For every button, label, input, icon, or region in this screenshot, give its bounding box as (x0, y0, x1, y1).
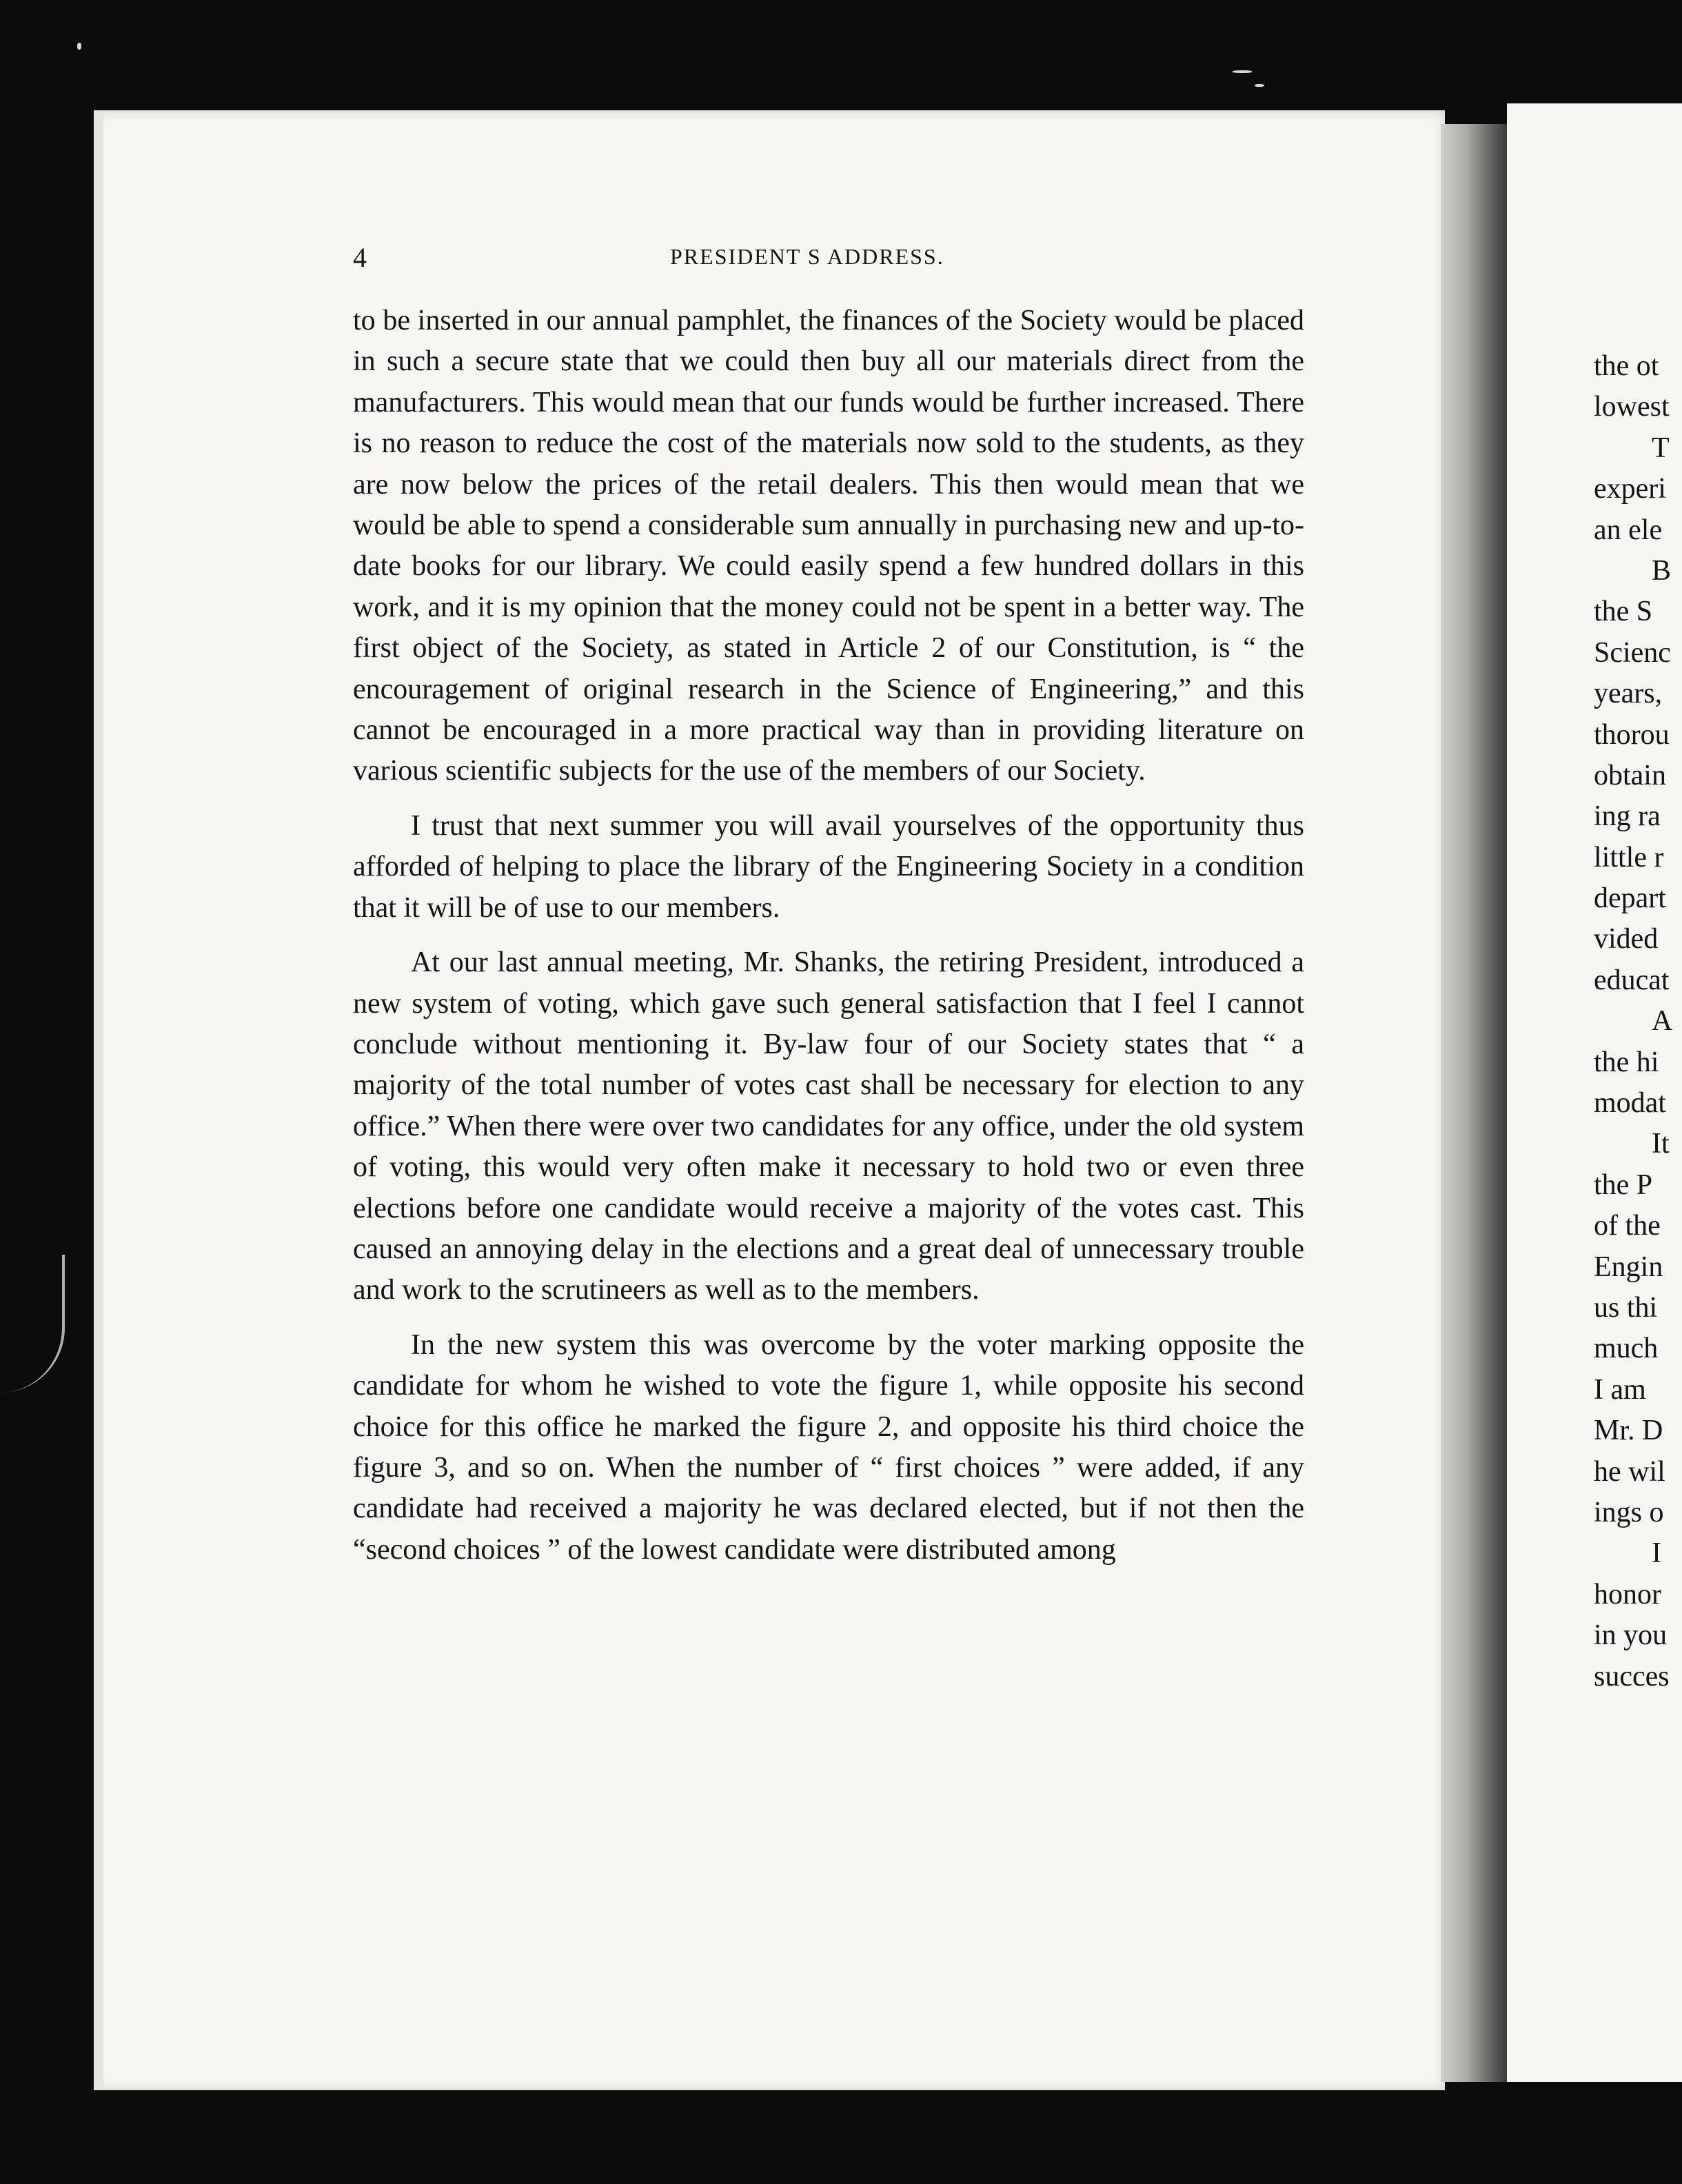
facing-line: vided (1594, 923, 1659, 956)
facing-line: obtain (1594, 759, 1666, 791)
scan-edge-curve (0, 1255, 65, 1393)
page-number: 4 (353, 242, 367, 273)
facing-line: Mr. D (1594, 1415, 1663, 1447)
facing-line: much (1594, 1333, 1659, 1365)
facing-line: little r (1594, 841, 1664, 873)
paragraph: In the new system this was overcome by the voter marking opposite the candidate for whom he wished to vote the figure 1, while opposite his second choice for this office he marked the figure 2, and opposite his third choice the figure 3, and so on. When the number of “ first choices ” were added, if any candidate had received a majority he was declared elected, but if not then the “second choices ” of the lowest candidate were distributed among (353, 1328, 1304, 1566)
facing-line: us thi (1594, 1291, 1658, 1324)
paragraph: to be inserted in our annual pamphlet, the finances of the Society would be placed in such a secure state that we could then buy all our materials direct from the manufacturers. This would mean that our funds would be further increased. There is no reason to reduce the cost of the materials now sold to the students, as they are now below the prices of the retail dealers. This then would mean that we would be able to spend a considerable sum annually in purchasing new and up-to-date books for our library. We could easily spend a few hundred dollars in this work, and it is my opinion that the money could not be spent in a better way. The first object of the Society, as stated in Article 2 of our Constitution, is “ the encouragement of original research in the Science of Engineering,” and this cannot be encouraged in a more practical way than in providing literature on various scientific subjects for the use of the members of our Society. (353, 305, 1304, 787)
facing-line: ings o (1594, 1496, 1664, 1528)
facing-line: experi (1594, 473, 1666, 505)
facing-line: modat (1594, 1087, 1666, 1120)
facing-line: of the (1594, 1210, 1661, 1242)
facing-line: ing ra (1594, 800, 1661, 833)
dust-mark (1255, 84, 1264, 87)
page-body (353, 301, 1304, 1584)
facing-line: A (1652, 1005, 1673, 1038)
facing-line: in you (1594, 1619, 1668, 1652)
facing-line: Engin (1594, 1251, 1663, 1283)
facing-line: T (1652, 432, 1670, 464)
dust-mark (1233, 70, 1252, 73)
facing-line: the ot (1594, 350, 1659, 382)
facing-line: an ele (1594, 514, 1663, 546)
facing-line: the hi (1594, 1046, 1659, 1078)
facing-line: Scienc (1594, 636, 1671, 669)
facing-line: educat (1594, 964, 1670, 996)
running-head: PRESIDENT S ADDRESS. (670, 244, 944, 269)
facing-line: he wil (1594, 1455, 1665, 1488)
facing-line: the S (1594, 596, 1653, 628)
facing-line: I (1652, 1537, 1661, 1570)
facing-line: B (1652, 554, 1672, 587)
dust-mark (77, 43, 81, 50)
facing-line: years, (1594, 678, 1663, 710)
paragraph: I trust that next summer you will avail yourselves of the opportunity thus afforded of helping to place the library of the Engineering Society in a condition that it will be of use to our members. (353, 809, 1304, 924)
facing-line: honor (1594, 1578, 1661, 1610)
facing-line: the P (1594, 1169, 1653, 1201)
page-header (353, 241, 1304, 276)
paragraph: At our last annual meeting, Mr. Shanks, the retiring President, introduced a new system of voting, which gave such general satisfaction that I feel I cannot conclude without mentioning it. By-law four of our Society states that “ a majority of the total number of votes cast shall be necessary for election to any office.” When there were over two candidates for any office, under the old system of voting, this would very often make it necessary to hold two or even three elections before one candidate would receive a majority of the votes cast. This caused an annoying delay in the elections and a great deal of unnecessary trouble and work to the scrutineers as well as to the members. (353, 947, 1304, 1306)
facing-line: succes (1594, 1660, 1670, 1692)
facing-line: depart (1594, 882, 1666, 915)
facing-line: It (1652, 1128, 1670, 1160)
page-gutter (1441, 124, 1507, 2082)
facing-line: lowest (1594, 391, 1670, 423)
facing-line: thorou (1594, 718, 1670, 751)
facing-line: I am (1594, 1373, 1646, 1406)
facing-page-text (1594, 346, 1682, 1697)
